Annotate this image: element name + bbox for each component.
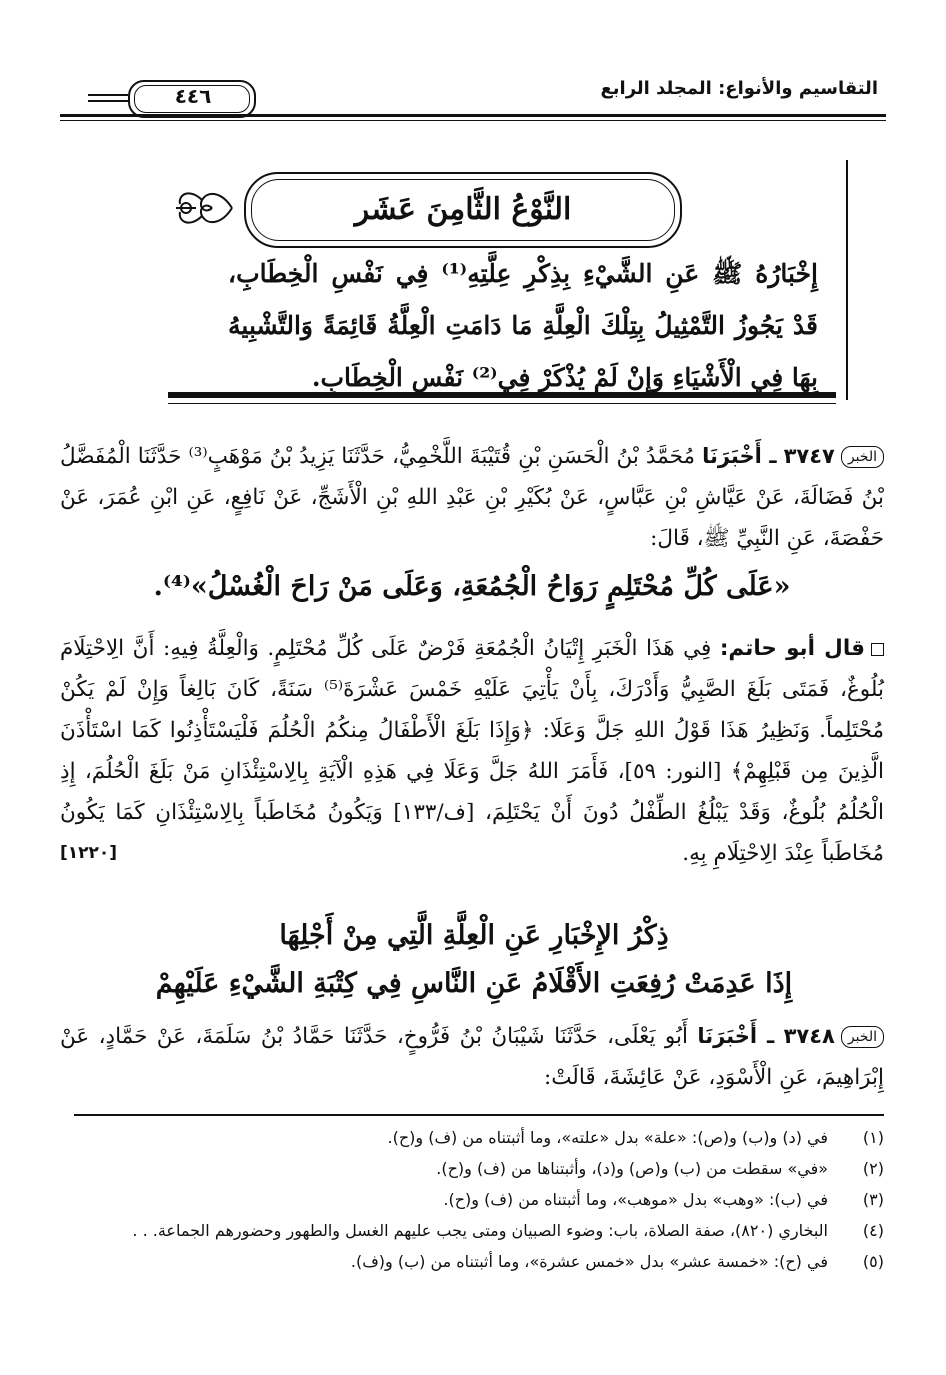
footnote-mark: (٤) — [862, 1221, 884, 1240]
header-rule-thin — [60, 120, 886, 121]
commentary-text: فِي هَذَا الْخَبَرِ إِتْيَانُ الْجُمُعَةِ فَرْضٌ عَلَى كُلِّ مُحْتَلِمٍ. وَالْعِلَّةُ فِيهِ: أَنَّ الِاحْتِلَامَ بُلُوغٌ، فَمَتَى بَلَغَ الصَّبِيُّ وَأَدْرَكَ، بِأَنْ يَأْتِيَ عَلَيْهِ خَمْسَ عَشْرَةَ⁽⁵⁾ سَنَةً، كَانَ بَالِغاً وَإِنْ لَمْ يَكُنْ مُحْتَلِماً. وَنَظِيرُ هَذَا قَوْلُ اللهِ جَلَّ وَعَلَا: ﴿وَإِذَا بَلَغَ الْأَطْفَالُ مِنكُمُ الْحُلُمَ فَلْيَسْتَأْذِنُوا كَمَا اسْتَأْذَنَ الَّذِينَ مِن قَبْلِهِمْ﴾ [النور: ٥٩]، فَأَمَرَ اللهُ جَلَّ وَعَلَا فِي هَذِهِ الْآيَةِ بِالِاسْتِئْذَانِ مَنْ بَلَغَ الْحُلُمَ، إِذِ الْحُلُمُ بُلُوغٌ، وَقَدْ يَبْلُغُ الطِّفْلُ دُونَ أَنْ يَحْتَلِمَ، [ف/١٣٣] وَيَكُونُ مُخَاطَباً بِالِاسْتِئْذَانِ كَمَا يَكُونُ مُخَاطَباً عِنْدَ الِاحْتِلَامِ بِهِ. — [60, 636, 884, 866]
footnote — [60, 1153, 884, 1184]
footnote — [60, 1184, 884, 1215]
hadith-3748 — [60, 1016, 884, 1098]
khabar-badge: الخبر — [841, 446, 884, 468]
hadith-isnad — [60, 1016, 884, 1098]
footnote-text: في (د) و(ب) و(ص): «علة» بدل «علته»، وما أثبتناه من (ف) و(ح). — [387, 1128, 828, 1147]
commentary-paragraph — [60, 628, 884, 874]
footnote-mark: (١) — [862, 1128, 884, 1147]
page-number: ٤٤٦ — [174, 84, 212, 108]
chapter-heading-text: إِخْبَارُهُ ﷺ عَنِ الشَّيْءِ بِذِكْرِ عِلَّتِهِ⁽¹⁾ فِي نَفْسِ الْخِطَابِ، قَدْ يَجُوزُ التَّمْثِيلُ بِتِلْكَ الْعِلَّةِ مَا دَامَتِ الْعِلَّةُ قَائِمَةً وَالتَّشْبِيهُ بِهَا فِي الْأَشْيَاءِ وَإِنْ لَمْ يُذْكَرْ فِي⁽²⁾ نَفْسِ الْخِطَابِ. — [228, 259, 818, 392]
hadith-matn: «عَلَى كُلِّ مُحْتَلِمٍ رَوَاحُ الْجُمُعَةِ، وَعَلَى مَنْ رَاحَ الْغُسْلُ»⁽⁴⁾. — [153, 571, 791, 602]
footnote-mark: (٥) — [862, 1252, 884, 1271]
footnote-mark: (٣) — [862, 1190, 884, 1209]
section-title-line-2: إِذَا عَدِمَتْ رُفِعَتِ الأَقْلَامُ عَنِ النَّاسِ فِي كِتْبَةِ الشَّيْءِ عَلَيْهِمْ — [155, 968, 793, 999]
commentary-speaker: قال أبو حاتم: — [719, 636, 865, 661]
footnote-text: «في» سقطت من (ب) و(ص) و(د)، وأثبتناها من (ف) و(ح). — [436, 1159, 828, 1178]
floral-ornament-icon — [172, 182, 236, 234]
isnad-text: أَبُو يَعْلَى، حَدَّثَنَا شَيْبَانُ بْنُ فَرُّوخٍ، حَدَّثَنَا حَمَّادُ بْنُ سَلَمَةَ، عَنْ حَمَّادٍ، عَنْ إِبْرَاهِيمَ، عَنِ الْأَسْوَدِ، عَنْ عَائِشَةَ، قَالَتْ: — [60, 1024, 884, 1090]
header-title: التقاسيم والأنواع: المجلد الرابع — [600, 78, 878, 99]
chapter-bottom-rule — [168, 392, 836, 398]
khabar-badge: الخبر — [841, 1026, 884, 1048]
footnotes — [60, 1122, 884, 1277]
hadith-verb: ـ أَخْبَرَنَا — [697, 1024, 775, 1048]
section-title-line-1: ذِكْرُ الإِخْبَارِ عَنِ الْعِلَّةِ الَّتِي مِنْ أَجْلِهَا — [279, 920, 669, 951]
footnote-separator — [74, 1114, 884, 1116]
hadith-number: ٣٧٤٧ — [783, 444, 835, 468]
footnote — [60, 1246, 884, 1277]
square-marker-icon — [871, 643, 884, 656]
footnote — [60, 1215, 884, 1246]
page-number-frame — [128, 80, 258, 114]
footnote-mark: (٢) — [862, 1159, 884, 1178]
commentary — [60, 628, 884, 874]
chapter-title: النَّوْعُ الثَّامِنَ عَشَر — [354, 192, 572, 227]
footnote-text: في (ح): «خمسة عشر» بدل «خمس عشرة»، وما أثبتناه من (ب) و(ف). — [350, 1252, 828, 1271]
footnote — [60, 1122, 884, 1153]
header-rule — [60, 114, 886, 117]
footnote-text: في (ب): «وهب» بدل «موهب»، وما أثبتناه من (ف) و(ح). — [443, 1190, 828, 1209]
isnad-text: مُحَمَّدُ بْنُ الْحَسَنِ بْنِ قُتَيْبَةَ اللَّخْمِيُّ، حَدَّثَنَا يَزِيدُ بْنُ مَوْهَبٍ⁽³⁾ حَدَّثَنَا الْمُفَضَّلُ بْنُ فَضَالَةَ، عَنْ عَيَّاشِ بْنِ عَبَّاسٍ، عَنْ بُكَيْرِ بْنِ عَبْدِ اللهِ بْنِ الْأَشَجِّ، عَنْ نَافِعٍ، عَنِ ابْنِ عُمَرَ، عَنْ حَفْصَةَ، عَنِ النَّبِيِّ ﷺ، قَالَ: — [60, 444, 884, 551]
reference-number: [١٢٢٠] — [60, 843, 118, 863]
hadith-verb: ـ أَخْبَرَنَا — [702, 444, 777, 468]
chapter-title-frame — [244, 172, 682, 248]
hadith-number: ٣٧٤٨ — [783, 1024, 835, 1048]
chapter-box — [168, 160, 848, 400]
hadith-isnad — [60, 436, 884, 559]
header-line-ornament — [88, 94, 128, 96]
section-title — [62, 912, 886, 1008]
hadith-3747 — [60, 436, 884, 615]
chapter-bottom-rule-thin — [168, 403, 836, 405]
footnote-text: البخاري (٨٢٠)، صفة الصلاة، باب: وضوء الصبيان ومتى يجب عليهم الغسل والطهور وحضورهم الجماعة. . . — [132, 1221, 828, 1240]
header-line-ornament — [88, 100, 128, 102]
chapter-box-border — [846, 160, 848, 400]
running-header — [60, 62, 886, 122]
